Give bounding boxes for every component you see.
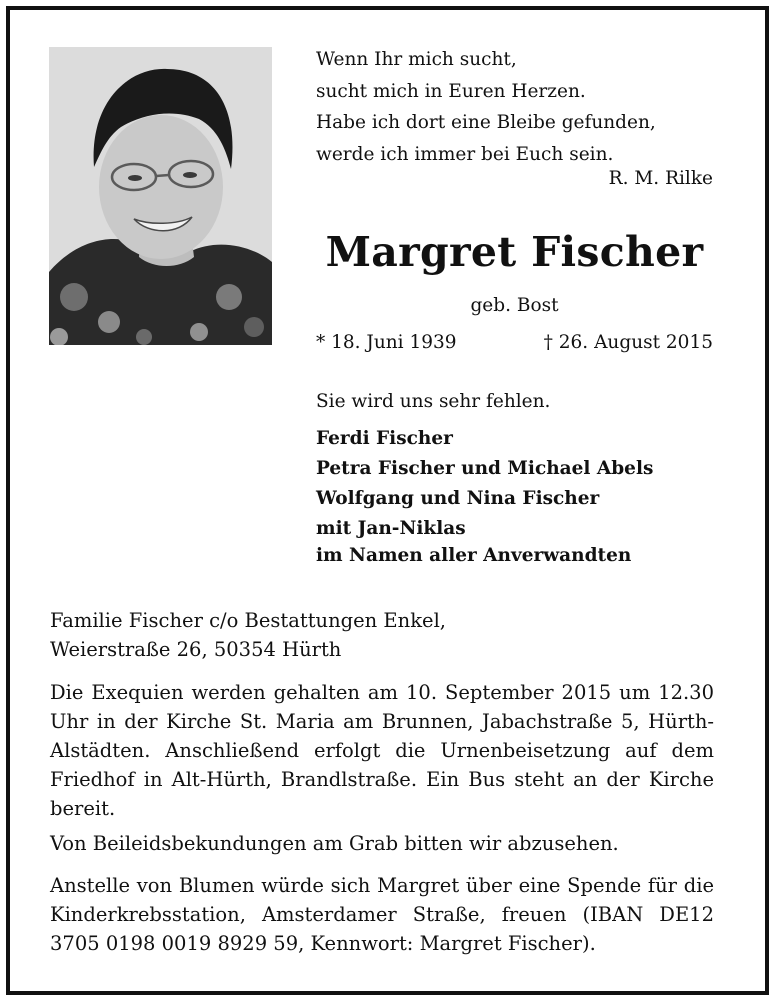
- condolence-paragraph: Von Beileidsbekundungen am Grab bitten wir abzusehen.: [50, 832, 619, 855]
- address-line: Familie Fischer c/o Bestattungen Enkel,: [50, 609, 447, 632]
- mourning-intro: Sie wird uns sehr fehlen.: [316, 391, 551, 412]
- poem-line: Habe ich dort eine Bleibe gefunden,: [316, 112, 656, 133]
- poem: [316, 44, 716, 170]
- address-line: Weierstraße 26, 50354 Hürth: [50, 638, 342, 661]
- mourner-name: Wolfgang und Nina Fischer: [316, 488, 600, 509]
- mourner-name: Ferdi Fischer: [316, 428, 453, 449]
- maiden-name: geb. Bost: [470, 295, 559, 316]
- poem-line: sucht mich in Euren Herzen.: [316, 80, 586, 102]
- mourner-list: [316, 424, 653, 544]
- deceased-name: Margret Fischer: [325, 228, 704, 276]
- mourner-name: Petra Fischer und Michael Abels: [316, 458, 654, 479]
- service-paragraph: Die Exequien werden gehalten am 10. September 2015 um 12.30 Uhr in der Kirche St. Maria am Brunnen, Jabachstraße 5, Hürth-Alstädten. Anschließend erfolgt die Urnenbeisetzung auf dem Friedhof in Alt-Hürth, Brandlstraße. Ein Bus steht an der Kirche bereit.: [50, 681, 714, 820]
- birth-date: * 18. Juni 1939: [316, 332, 457, 353]
- portrait-photo: [49, 47, 272, 345]
- donation-paragraph: Anstelle von Blumen würde sich Margret über eine Spende für die Kinderkrebsstation, Amsterdamer Straße, freuen (IBAN DE12 3705 0198 0019 8929 59, Kennwort: Margret Fischer).: [50, 874, 714, 955]
- poem-line: Wenn Ihr mich sucht,: [316, 49, 517, 70]
- poem-author: R. M. Rilke: [608, 168, 713, 189]
- death-date: † 26. August 2015: [543, 332, 713, 353]
- poem-line: werde ich immer bei Euch sein.: [316, 143, 614, 165]
- relatives-line: im Namen aller Anverwandten: [316, 545, 632, 566]
- mourner-name: mit Jan-Niklas: [316, 518, 466, 539]
- contact-address: [50, 606, 446, 664]
